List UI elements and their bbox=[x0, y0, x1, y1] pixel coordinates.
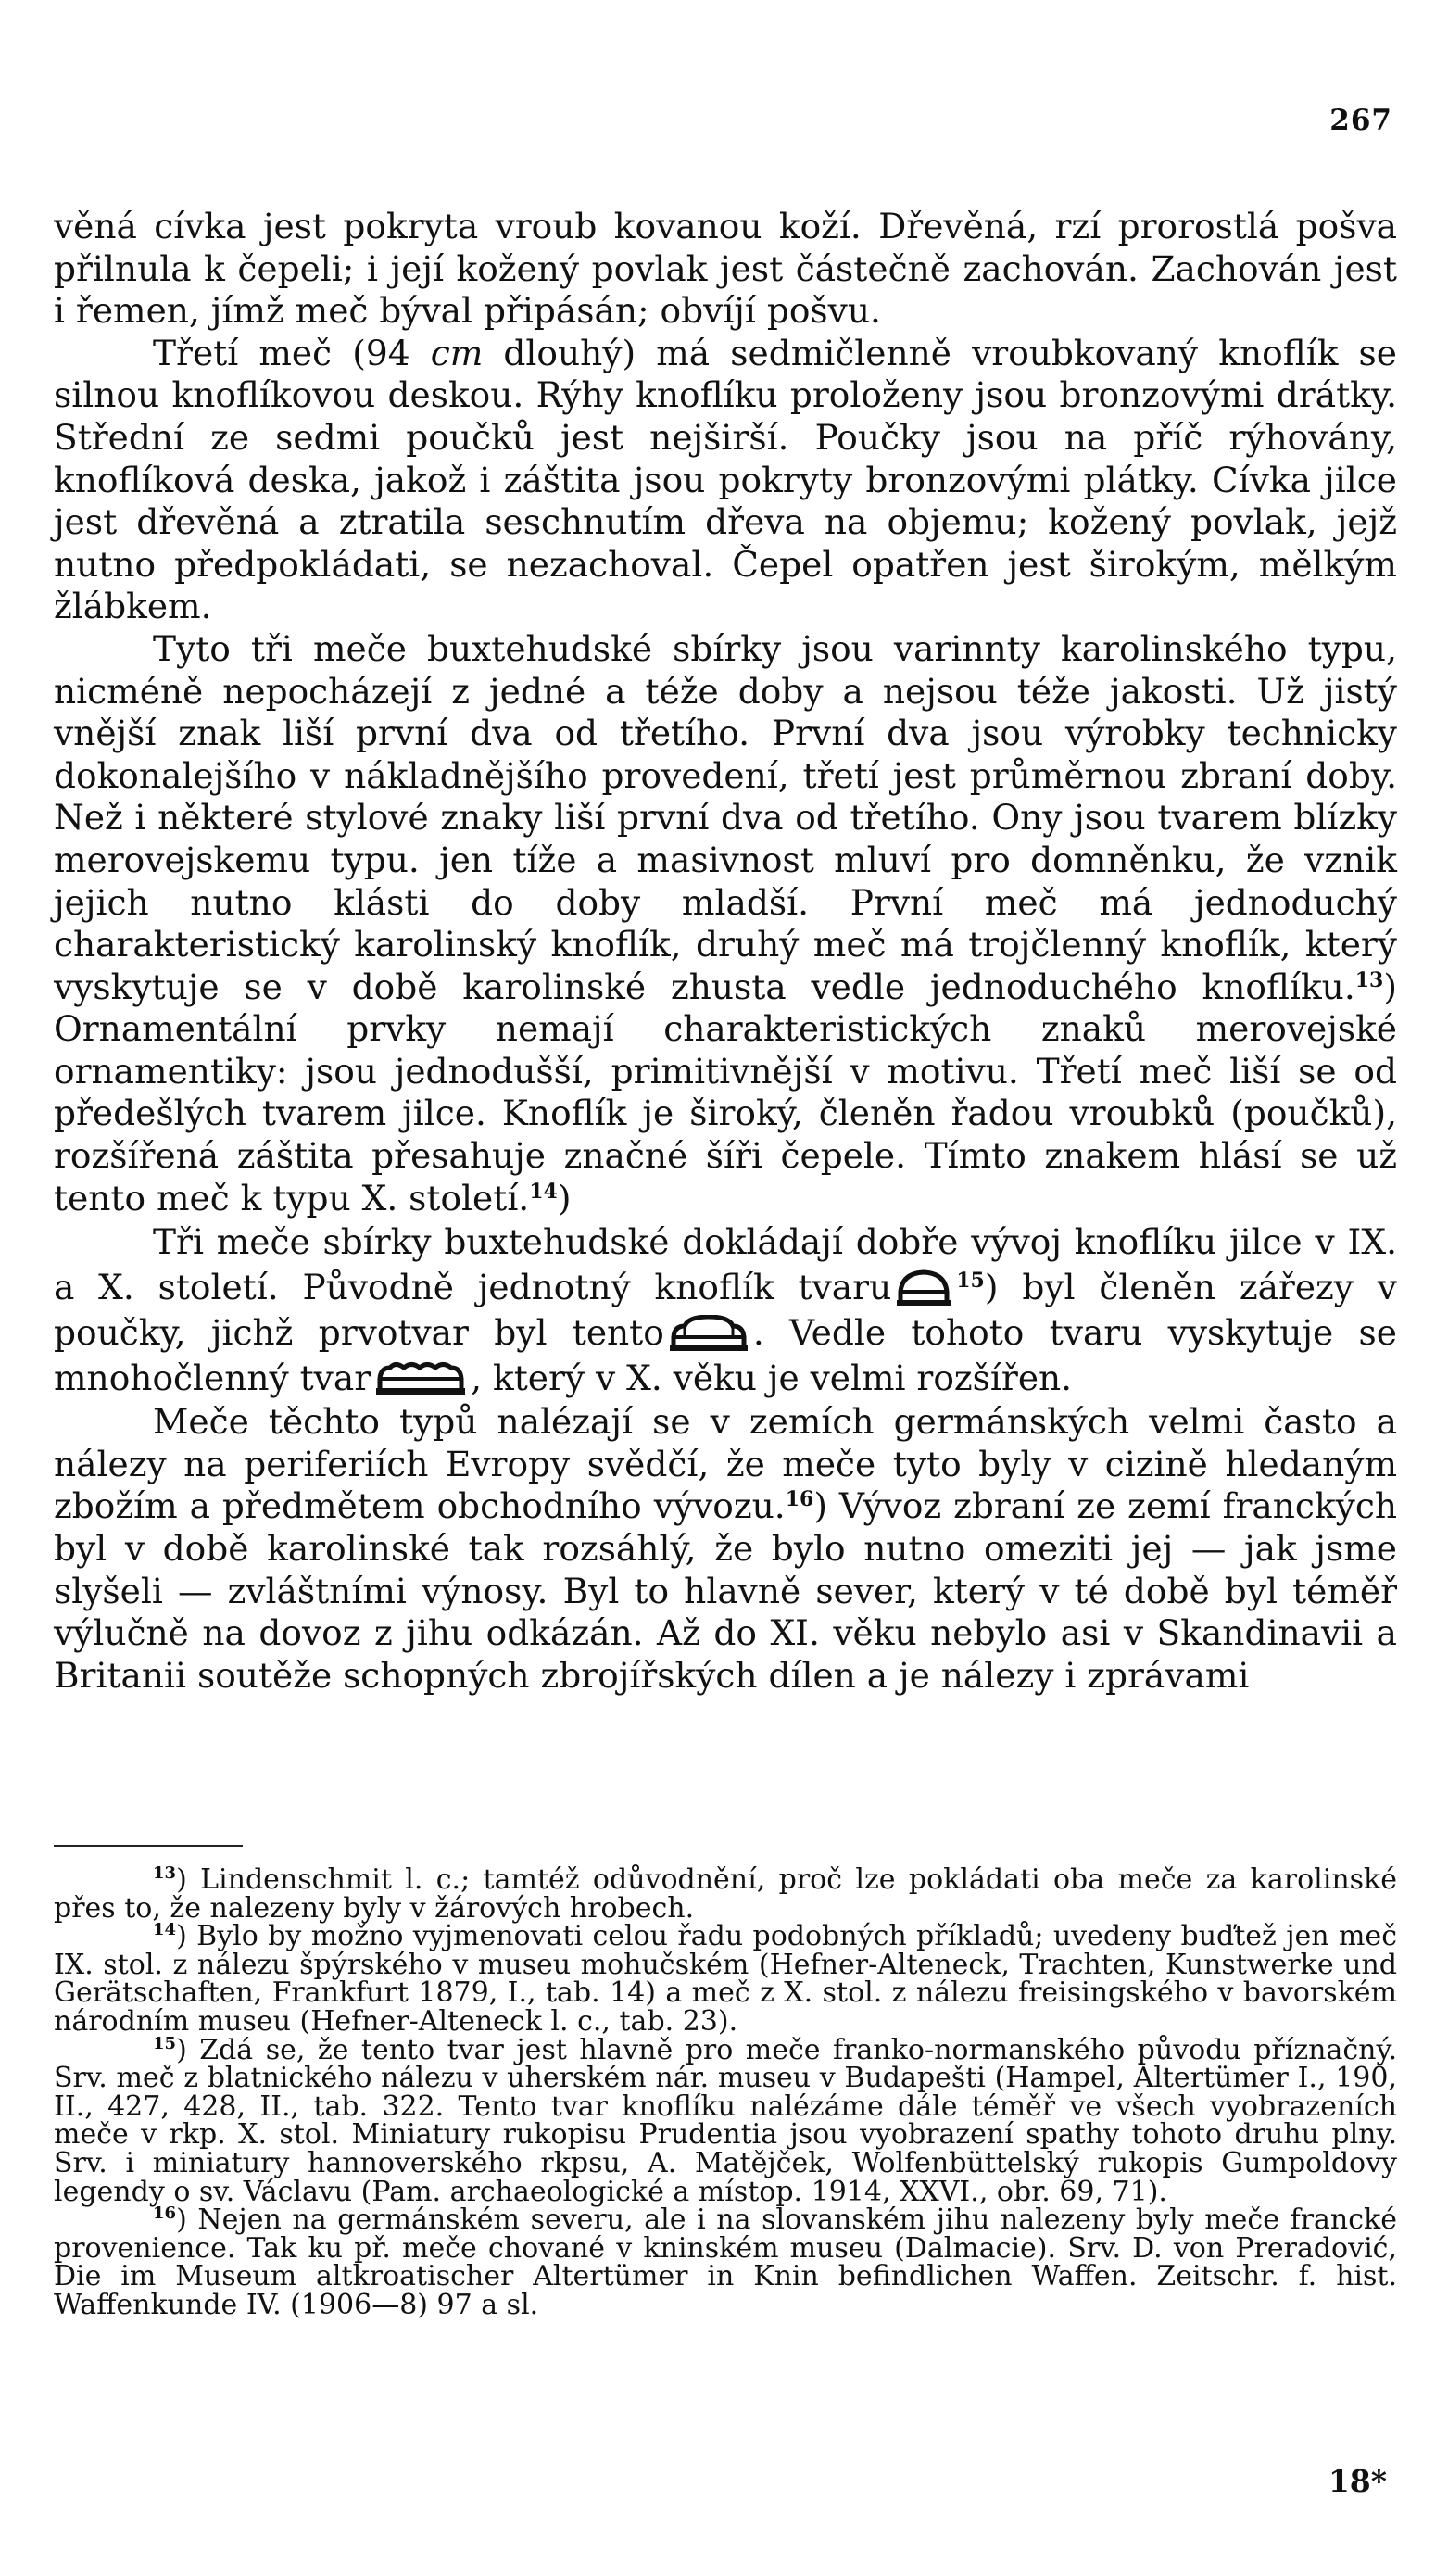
paragraph-4-part-a: Tři meče sbírky buxtehudské dokládají dobře vývoj knoflíku jilce v IX. a X. století. Původně jednotný knoflík tvaru bbox=[54, 1221, 1397, 1308]
paragraph-3-part-b: ) Ornamentální prvky nemají charakteristických znaků merovejské ornamentiky: jsou jednodušší, primitivnější v motivu. Třetí meč liší se od předešlých tvarem jilce. Knoflík je široký, členěn řadou vroubků (poučků), rozšířená záštita přesahuje značné šíři čepele. Tímto znakem hlásí se už tento meč k typu X. století. bbox=[54, 966, 1397, 1219]
footnote-text: ) Bylo by možno vyjmenovati celou řadu podobných příkladů; uvedeny buďtež jen meč IX. stol. z nálezu špýrského v museu mohučském (Hefner-Alteneck, Trachten, Kunstwerke und Gerätschaften, Frankfurt 1879, I., tab. 14) a meč z X. stol. z nálezu freisingského v bavorském národním museu (Hefner-Alteneck l. c., tab. 23). bbox=[54, 1920, 1397, 2038]
paragraph-2 bbox=[54, 333, 1397, 628]
footnote-text: ) Zdá se, že tento tvar jest hlavně pro meče franko-normanského původu příznačný. Srv. meč z blatnického nálezu v uherském nár. museu v Budapešti (Hampel, Altertümer I., 190, II., 427, 428, II., tab. 322. Tento tvar knoflíku nalézáme dále téměř ve všech vyobrazeních meče v rkp. X. stol. Miniatury rukopisu Prudentia jsou vyobrazení spathy tohoto druhu plny. Srv. i miniatury hannoverského rkpsu, A. Matějček, Wolfenbüttelský rukopis Gumpoldovy legendy o sv. Václavu (Pam. archaeologické a místop. 1914, XXVI., obr. 69, 71). bbox=[54, 2033, 1397, 2208]
footnote-number: 16 bbox=[153, 2203, 177, 2224]
single-lobe-pommel-icon bbox=[897, 1269, 951, 1307]
paragraph-3 bbox=[54, 628, 1397, 1219]
footnotes bbox=[54, 1863, 1397, 2321]
paragraph-4-part-b: ) byl členěn zářezy v poučky, jichž prvotvar byl tento bbox=[54, 1267, 1397, 1354]
paragraph-2-rest: dlouhý) má sedmičlenně vroubkovaný knoflík se silnou knoflíkovou deskou. Rýhy knoflíku proloženy jsou bronzovými drátky. Střední ze sedmi poučků jest nejširší. Poučky jsou na příč rýhovány, knoflíková deska, jakož i záštita jsou pokryty bronzovými plátky. Cívka jilce jest dřevěná a ztratila seschnutím dřeva na objemu; kožený povlak, jejž nutno předpokládati, se nezachoval. Čepel opatřen jest širokým, mělkým žlábkem. bbox=[54, 332, 1397, 627]
footnote-number: 14 bbox=[153, 1920, 177, 1940]
footnote-text: ) Lindenschmit l. c.; tamtéž odůvodnění, proč lze pokládati oba meče za karolinské přes to, že nalezeny byly v žárových hrobech. bbox=[54, 1863, 1397, 1925]
footnote-14 bbox=[54, 1920, 1397, 2038]
footnote-13 bbox=[54, 1863, 1397, 1925]
paragraph-2-start: Třetí meč (94 bbox=[153, 332, 431, 373]
paragraph-3-part-a: Tyto tři meče buxtehudské sbírky jsou varinnty karolinského typu, nicméně nepocházejí z jedné a téže doby a nejsou téže jakosti. Už jistý vnější znak liší první dva od třetího. První dva jsou výrobky technicky dokonalejšího v nákladnějšího provedení, třetí jest průměrnou zbraní doby. Než i některé stylové znaky liší první dva od třetího. Ony jsou tvarem blízky merovejskemu typu. jen tíže a masivnost mluví pro domněnku, že vznik jejich nutno klásti do doby mladší. První meč má jednoduchý charakteristický karolinský knoflík, druhý meč má trojčlenný knoflík, který vyskytuje se v době karolinské zhusta vedle jednoduchého knoflíku. bbox=[54, 627, 1397, 1007]
footnote-divider bbox=[54, 1845, 243, 1847]
paragraph-4 bbox=[54, 1219, 1397, 1401]
footnote-ref-16: 16 bbox=[785, 1487, 814, 1512]
paragraph-4-part-d: , který v X. věku je velmi rozšířen. bbox=[471, 1357, 1073, 1399]
paragraph-4-part-c: . Vedle tohoto tvaru vyskytuje se mnohočlenný tvar bbox=[54, 1312, 1397, 1399]
paragraph-3-part-c: ) bbox=[557, 1177, 572, 1219]
paragraph-5-part-a: Meče těchto typů nalézají se v zemích germánských velmi často a nálezy na periferiích Evropy svědčí, že meče tyto byly v cizině hledaným zbožím a předmětem obchodního vývozu. bbox=[54, 1401, 1397, 1527]
footnote-text: ) Nejen na germánském severu, ale i na slovanském jihu nalezeny byly meče francké provenience. Tak ku př. meče chované v kninském museu (Dalmacie). Srv. D. von Preradović, Die im Museum altkroatischer Altertümer in Knin befindlichen Waffen. Zeitschr. f. hist. Waffenkunde IV. (1906—8) 97 a sl. bbox=[54, 2203, 1397, 2321]
footnote-ref-13: 13 bbox=[1354, 967, 1384, 992]
page-number: 267 bbox=[1329, 104, 1392, 137]
unit-cm: cm bbox=[430, 332, 484, 373]
main-text bbox=[54, 206, 1397, 1697]
paragraph-1: věná cívka jest pokryta vroub kovanou koží. Dřevěná, rzí prorostlá pošva přilnula k čepeli; i její kožený povlak jest částečně zachován. Zachován jest i řemen, jímž meč býval připásán; obvíjí pošvu. bbox=[54, 206, 1397, 332]
multi-lobe-pommel-icon bbox=[376, 1358, 465, 1397]
footnote-number: 15 bbox=[153, 2033, 177, 2053]
footnote-ref-14: 14 bbox=[529, 1179, 558, 1204]
paragraph-5-part-b: ) Vývoz zbraní ze zemí franckých byl v době karolinské tak rozsáhlý, že bylo nutno omeziti jej — jak jsme slyšeli — zvláštními výnosy. Byl to hlavně sever, který v té době byl téměř výlučně na dovoz z jihu odkázán. Až do XI. věku nebylo asi v Skandinavii a Britanii soutěže schopných zbrojířských dílen a je nálezy i zprávami bbox=[54, 1485, 1397, 1696]
signature-mark: 18* bbox=[1328, 2463, 1387, 2499]
paragraph-5 bbox=[54, 1401, 1397, 1697]
footnote-15 bbox=[54, 2033, 1397, 2208]
footnote-ref-15: 15 bbox=[956, 1269, 985, 1294]
footnote-16 bbox=[54, 2203, 1397, 2321]
three-lobe-pommel-icon bbox=[670, 1315, 748, 1352]
footnote-number: 13 bbox=[153, 1863, 177, 1883]
